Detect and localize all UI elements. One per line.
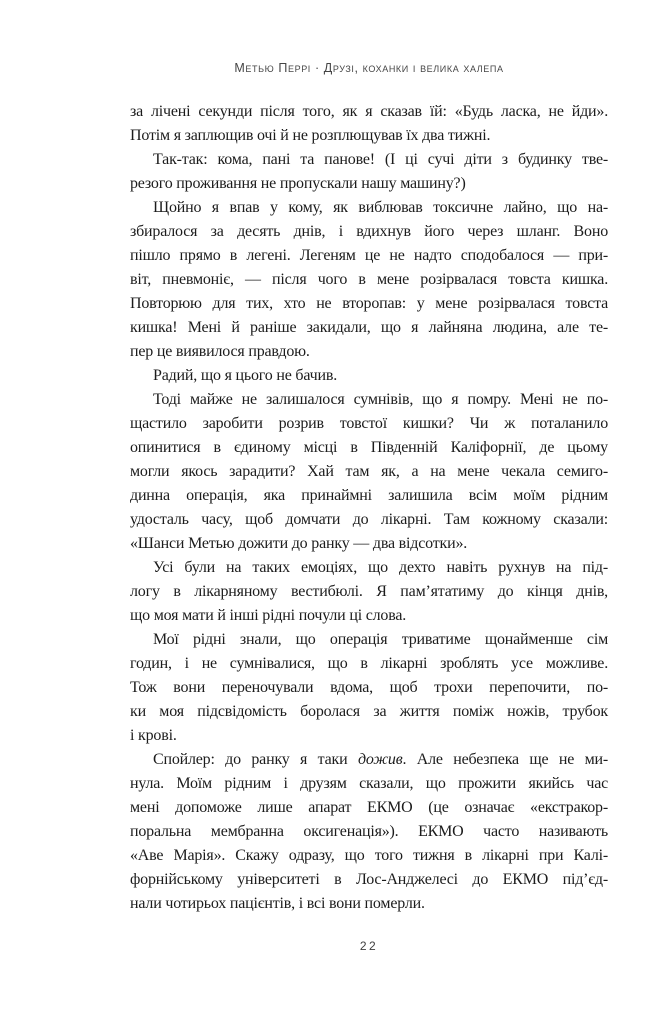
body-text (130, 100, 608, 916)
text-line: форнійському університеті в Лос-Анджелесі до ЕКМО під’єд- (130, 871, 608, 888)
text-line: нула. Моїм рідним і друзям сказали, що прожити якийсь час (130, 775, 608, 792)
text-line: кишка! Мені й раніше закидали, що я лайняна людина, але те- (130, 319, 608, 336)
text-line: годин, і не сумнівалися, що в лікарні зроблять усе можливе. (130, 655, 608, 672)
text-line: Тож вони переночували вдома, щоб трохи перепочити, по- (130, 679, 608, 696)
text-line: і крові. (130, 727, 177, 744)
paragraph (130, 364, 608, 388)
text-line: Радий, що я цього не бачив. (153, 367, 337, 384)
text-line: Усі були на таких емоціях, що дехто навіть рухнув на під- (153, 559, 608, 576)
paragraph (130, 628, 608, 748)
text-line: що моя мати й інші рідні почули ці слова. (130, 607, 407, 624)
text-line: Спойлер: до ранку я таки дожив. Але небезпека ще не ми- (153, 751, 608, 768)
text-line: поральна мембранна оксигенація»). ЕКМО часто називають (130, 823, 608, 840)
text-line: Мої рідні знали, що операція триватиме щонайменше сім (153, 631, 608, 648)
text-line: щастило заробити розрив товстої кишки? Чи ж поталанило (130, 415, 608, 432)
text-line: опинитися в єдиному місці в Південній Каліфорнії, де цьому (130, 439, 608, 456)
text-line: динна операція, яка принаймні залишила всім моїм рідним (130, 487, 608, 504)
text-line: удосталь часу, щоб домчати до лікарні. Там кожному сказали: (130, 511, 608, 528)
paragraph (130, 148, 608, 196)
text-line: пішло прямо в легені. Легеням це не надто сподобалося — при- (130, 247, 608, 264)
text-line: логу в лікарняному вестибюлі. Я пам’ятатиму до кінця днів, (130, 583, 608, 600)
text-line: пер це виявилося правдою. (130, 343, 310, 360)
text-line: віт, пневмоніє, — після чого в мене розірвалася товста кишка. (130, 271, 608, 288)
text-line: ки моя підсвідомість боролася за життя поміж ножів, трубок (130, 703, 608, 720)
paragraph (130, 388, 608, 556)
text-line: збиралося за десять днів, і вдихнув його через шланг. Воно (130, 223, 608, 240)
text-line: за лічені секунди після того, як я сказав їй: «Будь ласка, не йди». (130, 103, 608, 120)
text-line: Потім я заплющив очі й не розплющував їх два тижні. (130, 127, 491, 144)
paragraph (130, 100, 608, 148)
text-line: Повторюю для тих, хто не второпав: у мене розірвалася товста (130, 295, 608, 312)
text-line: «Аве Марія». Скажу одразу, що того тижня в лікарні при Калі- (130, 847, 608, 864)
text-line: нали чотирьох пацієнтів, і всі вони померли. (130, 895, 425, 912)
text-line: «Шанси Метью дожити до ранку — два відсотки». (130, 535, 468, 552)
text-line: Тоді майже не залишалося сумнівів, що я помру. Мені не по- (153, 391, 608, 408)
text-column (130, 0, 608, 1024)
text-line: Щойно я впав у кому, як виблював токсичне лайно, що на- (153, 199, 608, 216)
page-number: 22 (359, 939, 379, 953)
text-line: могли якось зарадити? Хай там як, а на мене чекала семиго- (130, 463, 608, 480)
text-line: мені допоможе лише апарат ЕКМО (це означає «екстракор- (130, 799, 608, 816)
text-line: резого проживання не пропускали нашу машину?) (130, 175, 466, 192)
running-header: Метью Перрі · Друзі, коханки і велика халепа (234, 61, 504, 75)
text-line: Так-так: кома, пані та панове! (І ці сучі діти з будинку тве- (153, 151, 608, 168)
paragraph (130, 196, 608, 364)
paragraph (130, 556, 608, 628)
paragraph (130, 748, 608, 916)
